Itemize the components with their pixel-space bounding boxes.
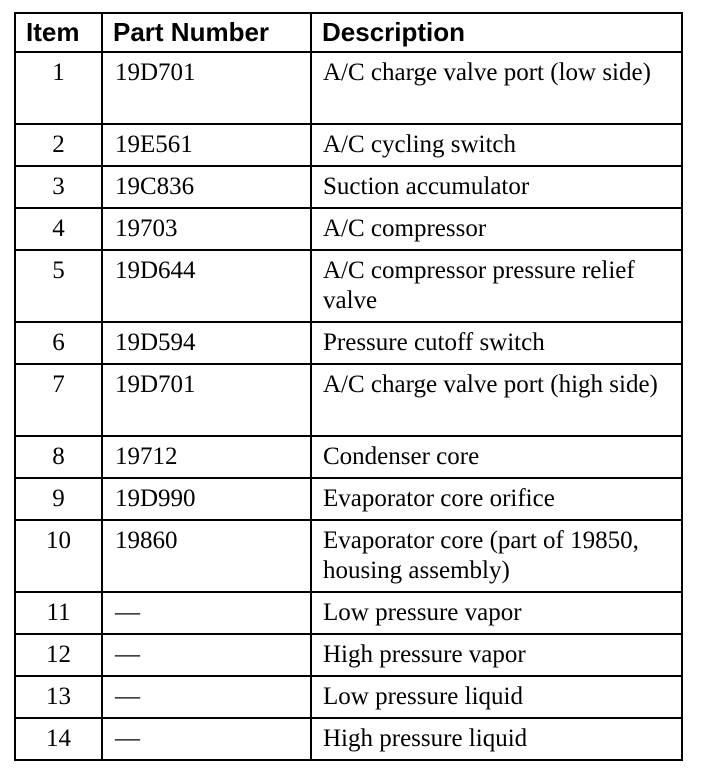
- part-number-cell: —: [102, 676, 311, 718]
- description-cell: High pressure liquid: [311, 718, 682, 760]
- table-row: [15, 250, 682, 322]
- part-number-cell: 19860: [102, 520, 311, 592]
- description-cell: High pressure vapor: [311, 634, 682, 676]
- table-row: [15, 364, 682, 436]
- description-cell: A/C compressor pressure relief valve: [311, 250, 682, 322]
- column-header-item: Item: [15, 13, 102, 52]
- part-number-cell: 19D701: [102, 364, 311, 436]
- item-number-cell: 2: [15, 124, 102, 166]
- part-number-cell: —: [102, 634, 311, 676]
- item-number-cell: 8: [15, 436, 102, 478]
- table-row: [15, 208, 682, 250]
- table-body: [15, 52, 682, 760]
- item-number-cell: 4: [15, 208, 102, 250]
- table-row: [15, 124, 682, 166]
- description-cell: Low pressure liquid: [311, 676, 682, 718]
- column-header-part-number: Part Number: [102, 13, 311, 52]
- item-number-cell: 11: [15, 592, 102, 634]
- item-number-cell: 14: [15, 718, 102, 760]
- table-row: [15, 592, 682, 634]
- item-number-cell: 3: [15, 166, 102, 208]
- table-header: [15, 13, 682, 52]
- part-number-cell: —: [102, 592, 311, 634]
- part-number-cell: 19E561: [102, 124, 311, 166]
- item-number-cell: 6: [15, 322, 102, 364]
- description-cell: Evaporator core orifice: [311, 478, 682, 520]
- table-row: [15, 322, 682, 364]
- part-number-cell: 19D644: [102, 250, 311, 322]
- description-cell: Low pressure vapor: [311, 592, 682, 634]
- item-number-cell: 12: [15, 634, 102, 676]
- parts-table: [14, 12, 683, 761]
- part-number-cell: 19703: [102, 208, 311, 250]
- item-number-cell: 7: [15, 364, 102, 436]
- part-number-cell: 19D990: [102, 478, 311, 520]
- column-header-description: Description: [311, 13, 682, 52]
- description-cell: A/C charge valve port (high side): [311, 364, 682, 436]
- table-row: [15, 634, 682, 676]
- part-number-cell: 19D594: [102, 322, 311, 364]
- description-cell: A/C charge valve port (low side): [311, 52, 682, 124]
- table-row: [15, 52, 682, 124]
- description-cell: Condenser core: [311, 436, 682, 478]
- table-row: [15, 676, 682, 718]
- item-number-cell: 5: [15, 250, 102, 322]
- part-number-cell: 19712: [102, 436, 311, 478]
- description-cell: A/C compressor: [311, 208, 682, 250]
- table-row: [15, 478, 682, 520]
- item-number-cell: 9: [15, 478, 102, 520]
- part-number-cell: 19D701: [102, 52, 311, 124]
- header-row: [15, 13, 682, 52]
- item-number-cell: 13: [15, 676, 102, 718]
- item-number-cell: 1: [15, 52, 102, 124]
- description-cell: Suction accumulator: [311, 166, 682, 208]
- table-row: [15, 166, 682, 208]
- description-cell: A/C cycling switch: [311, 124, 682, 166]
- part-number-cell: —: [102, 718, 311, 760]
- item-number-cell: 10: [15, 520, 102, 592]
- table-row: [15, 718, 682, 760]
- description-cell: Evaporator core (part of 19850, housing assembly): [311, 520, 682, 592]
- part-number-cell: 19C836: [102, 166, 311, 208]
- description-cell: Pressure cutoff switch: [311, 322, 682, 364]
- table-row: [15, 436, 682, 478]
- table-row: [15, 520, 682, 592]
